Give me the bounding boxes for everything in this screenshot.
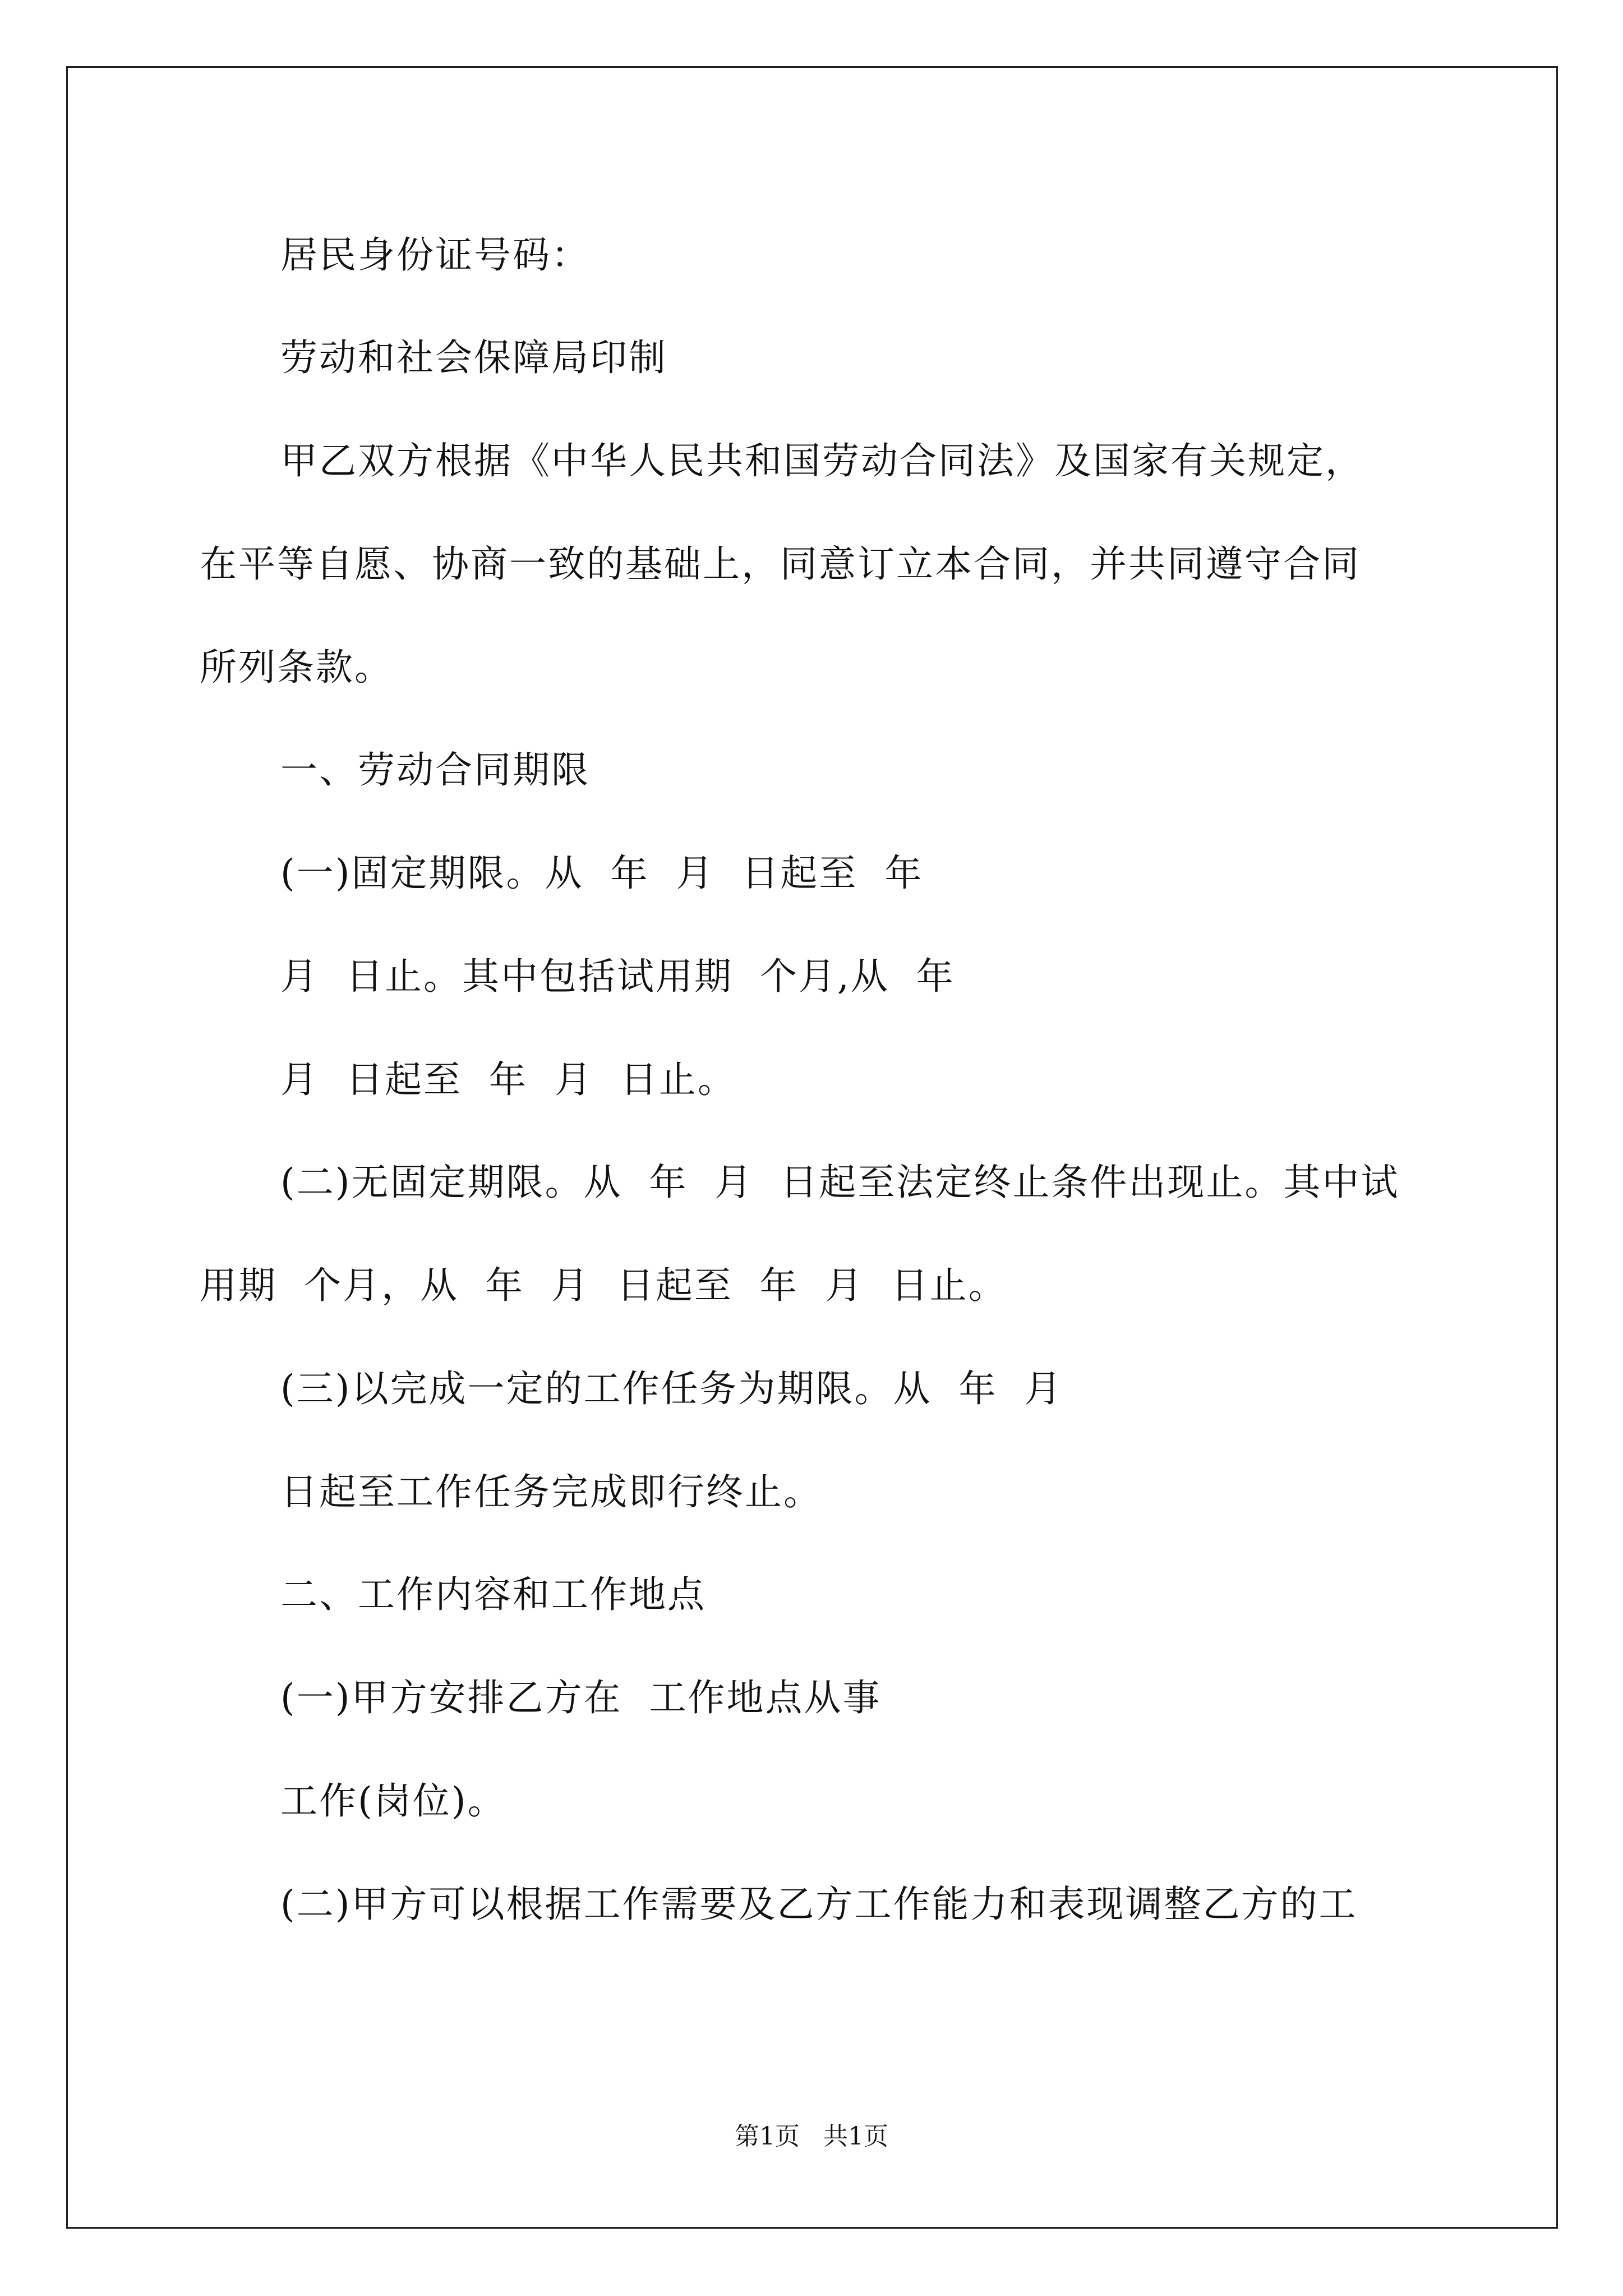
paragraph-line: (一)甲方安排乙方在 工作地点从事	[280, 1676, 882, 1719]
paragraph-line: (一)固定期限。从 年 月 日起至 年	[280, 852, 924, 895]
paragraph-line: (三)以完成一定的工作任务为期限。从 年 月	[280, 1367, 1063, 1410]
paragraph-line: 所列条款。	[200, 646, 393, 689]
paragraph-line: 工作(岗位)。	[280, 1779, 506, 1823]
section-heading: 一、劳动合同期限	[280, 748, 590, 792]
paragraph-line: 在平等自愿、协商一致的基础上，同意订立本合同，并共同遵守合同	[200, 542, 1361, 586]
paragraph-line: 甲乙双方根据《中华人民共和国劳动合同法》及国家有关规定，	[280, 439, 1364, 482]
page-number-footer: 第1页 共1页	[735, 2122, 888, 2151]
printed-by-line: 劳动和社会保障局印制	[280, 336, 667, 379]
section-heading: 二、工作内容和工作地点	[280, 1573, 706, 1616]
paragraph-line: 月 日止。其中包括试用期 个月,从 年	[280, 955, 955, 998]
paragraph-line: 用期 个月，从 年 月 日起至 年 月 日止。	[200, 1264, 1007, 1307]
paragraph-line: (二)甲方可以根据工作需要及乙方工作能力和表现调整乙方的工	[280, 1883, 1358, 1926]
paragraph-line: 月 日起至 年 月 日止。	[280, 1058, 736, 1101]
paragraph-line: 日起至工作任务完成即行终止。	[280, 1470, 822, 1513]
paragraph-line: (二)无固定期限。从 年 月 日起至法定终止条件出现止。其中试	[280, 1161, 1400, 1204]
id-number-label: 居民身份证号码：	[280, 233, 590, 277]
